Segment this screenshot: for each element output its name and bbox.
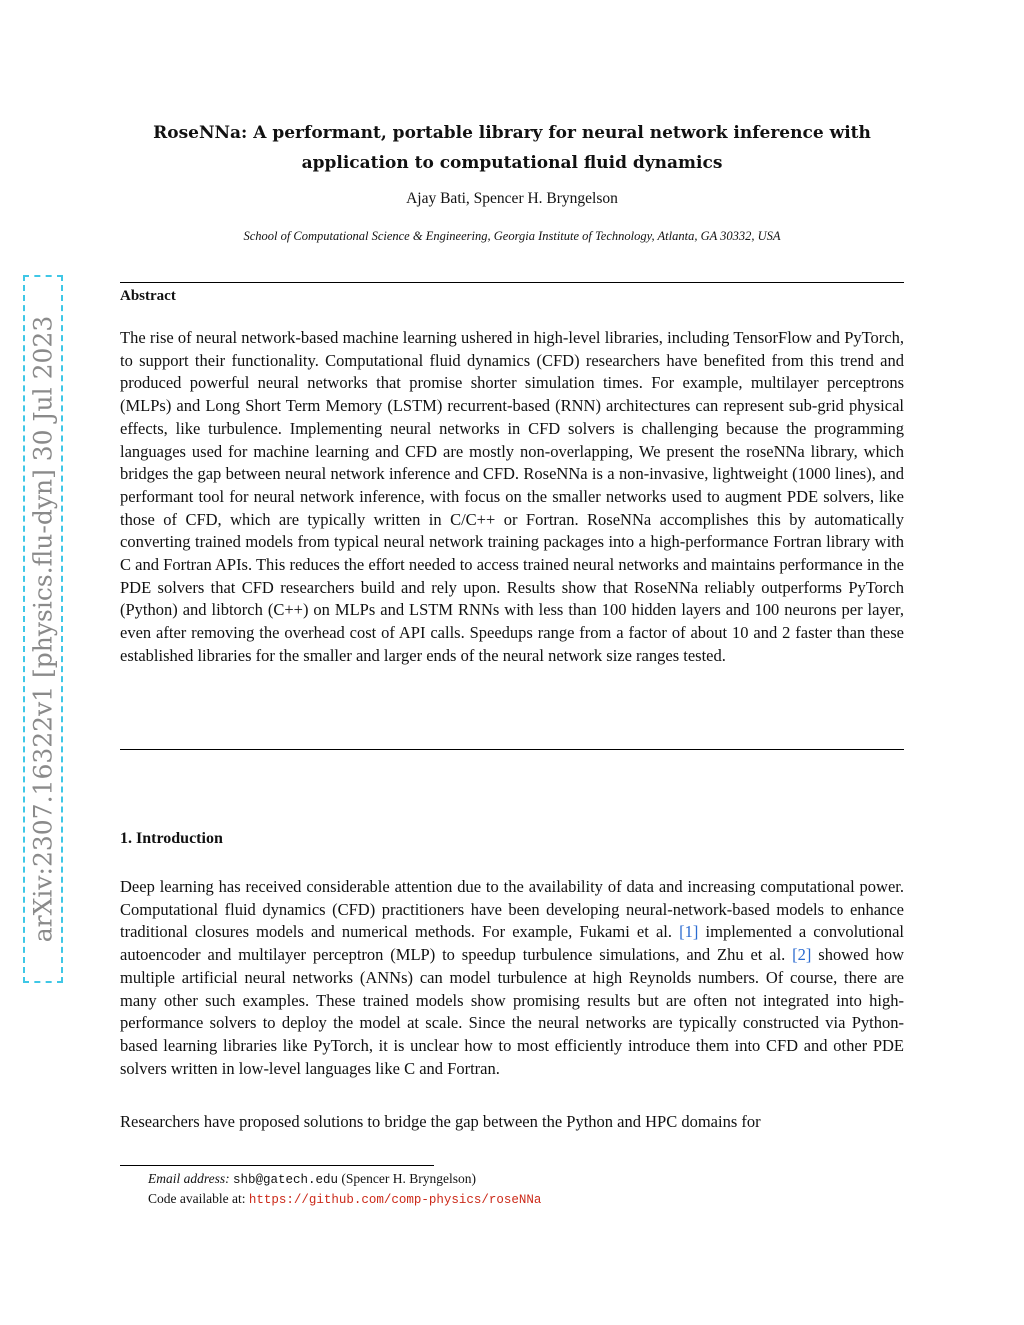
citation-1-link[interactable]: [1] (679, 922, 699, 942)
authors: Ajay Bati, Spencer H. Bryngelson (406, 190, 618, 207)
abstract-text: The rise of neural network-based machine learning ushered in high-level libraries, including TensorFlow and PyTorch, to support their functionality. Computational fluid dynamics (CFD) researchers have benefited from this trend and produced powerful neural networks that promise shorter simulation times. For example, multilayer perceptrons (MLPs) and Long Short Term Memory (LSTM) recurrent-based (RNN) architectures can represent sub-grid physical effects, like turbulence. Implementing neural networks in CFD solvers is challenging because the programming languages used for machine learning and CFD are mostly non-overlapping, We present the roseNNa library, which bridges the gap between neural network inference and CFD. RoseNNa is a non-invasive, lightweight (1000 lines), and performant tool for neural network inference, with focus on the smaller networks used to augment PDE solvers, like those of CFD, which are typically written in C/C++ or Fortran. RoseNNa accomplishes this by automatically converting trained models from typical neural network training packages into a high-performance Fortran library with C and Fortran APIs. This reduces the effort needed to access trained neural networks and maintains performance in the PDE solvers that CFD researchers build and rely upon. Results show that RoseNNa reliably outperforms PyTorch (Python) and libtorch (C++) on MLPs and LSTM RNNs with less than 100 hidden layers and 100 neurons per layer, even after removing the overhead cost of API calls. Speedups range from a factor of about 10 and 2 faster than these established libraries for the smaller and larger ends of the neural network size ranges tested. (120, 328, 904, 665)
footnote-rule (120, 1165, 434, 1166)
paper-title (120, 118, 904, 178)
affiliation: School of Computational Science & Engineering, Georgia Institute of Technology, Atlanta, GA 30332, USA (243, 229, 781, 243)
introduction-paragraph-2: Researchers have proposed solutions to bridge the gap between the Python and HPC domains for (120, 1112, 761, 1131)
abstract-top-rule (120, 282, 904, 283)
citation-2-link[interactable]: [2] (792, 945, 812, 965)
title-line-2: application to computational fluid dynamics (301, 153, 723, 173)
footnote-email (148, 1171, 476, 1187)
email-owner: (Spencer H. Bryngelson) (341, 1171, 476, 1186)
introduction-heading: 1. Introduction (120, 830, 223, 847)
intro-text-b: implemented a convolutional autoencoder and multilayer perceptron (MLP) to speedup turbulence simulations, and Zhu et al. (120, 922, 905, 965)
arxiv-identifier[interactable]: arXiv:2307.16322v1 [physics.flu-dyn] 30 Jul 2023 (28, 315, 58, 943)
introduction-paragraph-1 (120, 876, 904, 1080)
footnote-code (148, 1191, 541, 1207)
abstract-bottom-rule (120, 749, 904, 750)
email-address[interactable]: shb@gatech.edu (233, 1173, 339, 1187)
code-url-link[interactable]: https://github.com/comp-physics/roseNNa (248, 1193, 542, 1207)
title-line-1: RoseNNa: A performant, portable library for neural network inference with (153, 123, 871, 143)
abstract-heading: Abstract (120, 288, 176, 304)
intro-text-a: Deep learning has received considerable attention due to the availability of data and increasing computational power. Computational fluid dynamics (CFD) practitioners have been developing neural-network-based models to enhance traditional closures models and numerical methods. For example, Fukami et al. (120, 877, 904, 942)
arxiv-sidebar-stamp (23, 275, 63, 983)
code-label: Code available at: (148, 1191, 246, 1206)
intro-text-c: showed how multiple artificial neural networks (ANNs) can model turbulence at high Reynolds numbers. Of course, there are many other such examples. These trained models show promising results but are often not integrated into high-performance solvers to deploy the model at scale. Since the neural networks are typically constructed via Python-based learning libraries like PyTorch, it is unclear how to most efficiently introduce them into CFD and other PDE solvers written in low-level languages like C and Fortran. (120, 945, 904, 1078)
email-label: Email address: (148, 1171, 230, 1186)
